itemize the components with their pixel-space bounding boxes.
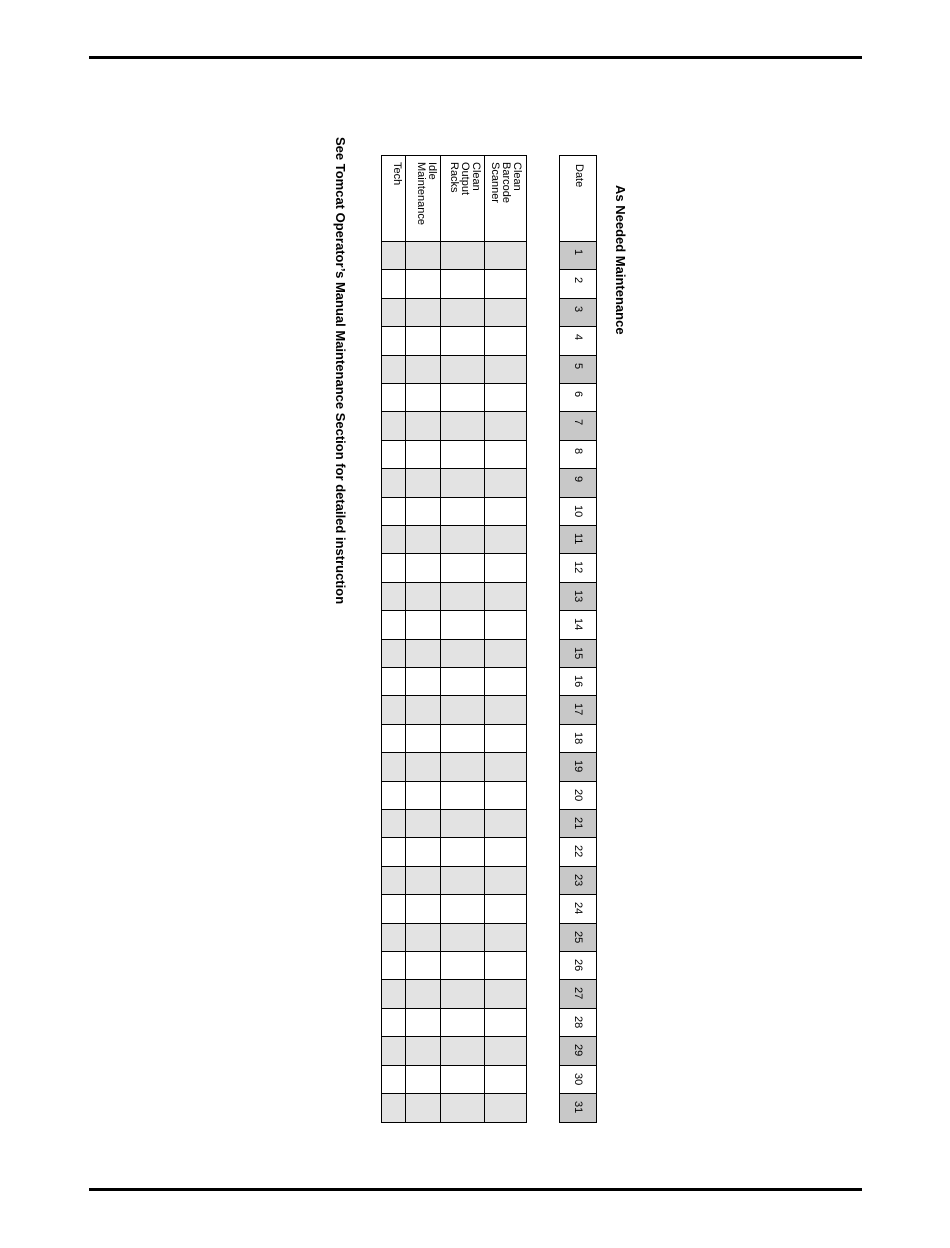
log-entry-cell[interactable] [485, 469, 526, 497]
log-entry-cell[interactable] [406, 327, 440, 355]
date-cell [560, 696, 596, 724]
log-entry-cell[interactable] [382, 924, 405, 952]
date-number: 10 [572, 504, 584, 517]
log-entry-cell[interactable] [485, 980, 526, 1008]
log-entry-cell[interactable] [382, 299, 405, 327]
column-header-label: Tech [391, 162, 403, 186]
date-number: 6 [572, 391, 584, 398]
log-entry-cell[interactable] [441, 753, 484, 781]
log-entry-cell[interactable] [382, 640, 405, 668]
log-entry-cell[interactable] [382, 554, 405, 582]
log-entry-cell[interactable] [441, 980, 484, 1008]
log-entry-cell[interactable] [485, 270, 526, 298]
log-entry-cell[interactable] [441, 1009, 484, 1037]
log-entry-cell[interactable] [441, 412, 484, 440]
date-number: 28 [572, 1015, 584, 1029]
log-entry-cell[interactable] [382, 753, 405, 781]
log-entry-cell[interactable] [406, 1094, 440, 1122]
log-entry-cell[interactable] [485, 299, 526, 327]
log-entry-cell[interactable] [441, 810, 484, 838]
log-entry-cell[interactable] [406, 299, 440, 327]
log-column [485, 156, 526, 1122]
log-entry-cell[interactable] [485, 782, 526, 810]
log-entry-cell[interactable] [485, 412, 526, 440]
log-column [406, 156, 441, 1122]
log-entry-cell[interactable] [406, 782, 440, 810]
date-cell [560, 356, 596, 384]
log-entry-cell[interactable] [406, 412, 440, 440]
date-cell [560, 1009, 596, 1037]
log-entry-cell[interactable] [382, 469, 405, 497]
log-entry-cell[interactable] [406, 441, 440, 469]
log-entry-cell[interactable] [406, 1009, 440, 1037]
date-number: 5 [572, 362, 584, 369]
date-cell [560, 810, 596, 838]
date-number: 16 [572, 675, 584, 688]
log-entry-cell[interactable] [406, 611, 440, 639]
log-column [382, 156, 406, 1122]
date-number: 4 [572, 334, 584, 341]
date-number: 22 [572, 845, 584, 858]
log-entry-cell[interactable] [485, 924, 526, 952]
log-entry-cell[interactable] [485, 583, 526, 611]
log-entry-cell[interactable] [485, 867, 526, 895]
log-entry-cell[interactable] [382, 384, 405, 412]
date-cell [560, 668, 596, 696]
log-entry-cell[interactable] [382, 242, 405, 270]
log-entry-cell[interactable] [382, 441, 405, 469]
log-entry-cell[interactable] [382, 412, 405, 440]
column-header-label: Clean Barcode Scanner [489, 162, 523, 203]
log-entry-cell[interactable] [441, 327, 484, 355]
date-cell [560, 412, 596, 440]
log-entry-cell[interactable] [406, 1037, 440, 1065]
log-entry-cell[interactable] [406, 270, 440, 298]
date-number: 23 [572, 873, 584, 887]
date-number: 29 [572, 1044, 584, 1057]
log-entry-cell[interactable] [441, 1094, 484, 1122]
date-cell [560, 498, 596, 526]
log-entry-cell[interactable] [406, 895, 440, 923]
log-entry-cell[interactable] [485, 554, 526, 582]
log-entry-cell[interactable] [406, 1066, 440, 1094]
log-entry-cell[interactable] [441, 782, 484, 810]
footnote: See Tomcat Operator’s Manual Maintenance Section for detailed instruction [333, 137, 348, 605]
date-number: 18 [572, 731, 584, 745]
log-entry-cell[interactable] [406, 469, 440, 497]
log-entry-cell[interactable] [406, 952, 440, 980]
log-entry-cell[interactable] [441, 356, 484, 384]
log-entry-cell[interactable] [382, 895, 405, 923]
date-number: 12 [572, 561, 584, 574]
date-cell [560, 526, 596, 554]
date-number: 21 [572, 817, 584, 830]
date-cell [560, 980, 596, 1008]
log-entry-cell[interactable] [382, 270, 405, 298]
date-cell [560, 384, 596, 412]
log-entry-cell[interactable] [485, 640, 526, 668]
log-entry-cell[interactable] [441, 270, 484, 298]
date-number: 13 [572, 589, 584, 603]
log-entry-cell[interactable] [485, 952, 526, 980]
log-entry-cell[interactable] [441, 895, 484, 923]
log-entry-cell[interactable] [441, 696, 484, 724]
date-cell [560, 1037, 596, 1065]
date-cell [560, 1094, 596, 1122]
log-entry-cell[interactable] [406, 640, 440, 668]
log-entry-cell[interactable] [406, 242, 440, 270]
log-column [441, 156, 485, 1122]
top-rule [89, 56, 862, 59]
log-entry-cell[interactable] [441, 554, 484, 582]
date-cell [560, 270, 596, 298]
date-cell [560, 242, 596, 270]
log-entry-cell[interactable] [406, 498, 440, 526]
date-cell [560, 1066, 596, 1094]
column-header [382, 156, 405, 242]
log-entry-cell[interactable] [485, 1094, 526, 1122]
log-entry-cell[interactable] [406, 810, 440, 838]
log-entry-cell[interactable] [441, 668, 484, 696]
log-entry-cell[interactable] [441, 498, 484, 526]
log-entry-cell[interactable] [485, 1066, 526, 1094]
date-cell [560, 952, 596, 980]
log-entry-cell[interactable] [485, 810, 526, 838]
date-number: 8 [572, 447, 584, 454]
log-entry-cell[interactable] [382, 867, 405, 895]
log-entry-cell[interactable] [441, 924, 484, 952]
date-cell [560, 725, 596, 753]
date-number: 25 [572, 930, 584, 943]
date-number: 14 [572, 618, 584, 631]
log-entry-cell[interactable] [441, 1066, 484, 1094]
bottom-rule [89, 1188, 862, 1191]
log-entry-cell[interactable] [382, 1094, 405, 1122]
date-cell [560, 327, 596, 355]
log-entry-cell[interactable] [441, 1037, 484, 1065]
log-entry-cell[interactable] [406, 725, 440, 753]
date-cell [560, 782, 596, 810]
date-cell [560, 895, 596, 923]
log-entry-cell[interactable] [441, 838, 484, 866]
date-number: 1 [572, 249, 584, 256]
log-entry-cell[interactable] [485, 242, 526, 270]
log-entry-cell[interactable] [406, 384, 440, 412]
column-header-label: Idle Maintenance [415, 162, 438, 225]
date-number: 31 [572, 1101, 584, 1114]
log-entry-cell[interactable] [485, 696, 526, 724]
date-number: 7 [572, 419, 584, 426]
log-entry-cell[interactable] [485, 753, 526, 781]
log-entry-cell[interactable] [485, 1009, 526, 1037]
date-cell [560, 753, 596, 781]
log-entry-cell[interactable] [382, 611, 405, 639]
column-header [406, 156, 440, 242]
date-number: 9 [572, 476, 584, 483]
log-entry-cell[interactable] [441, 299, 484, 327]
log-entry-cell[interactable] [406, 924, 440, 952]
log-entry-cell[interactable] [382, 498, 405, 526]
log-entry-cell[interactable] [382, 1066, 405, 1094]
log-entry-cell[interactable] [441, 526, 484, 554]
log-entry-cell[interactable] [485, 725, 526, 753]
log-entry-cell[interactable] [441, 611, 484, 639]
log-entry-cell[interactable] [382, 668, 405, 696]
log-entry-cell[interactable] [485, 526, 526, 554]
log-entry-cell[interactable] [485, 498, 526, 526]
log-entry-cell[interactable] [441, 952, 484, 980]
date-cell [560, 611, 596, 639]
log-entry-cell[interactable] [441, 469, 484, 497]
log-entry-cell[interactable] [406, 554, 440, 582]
log-entry-cell[interactable] [382, 782, 405, 810]
log-entry-cell[interactable] [382, 1037, 405, 1065]
date-number: 24 [572, 902, 584, 915]
log-entry-cell[interactable] [441, 441, 484, 469]
log-entry-cell[interactable] [382, 980, 405, 1008]
date-number: 20 [572, 788, 584, 801]
date-number: 27 [572, 987, 584, 1000]
log-entry-cell[interactable] [382, 1009, 405, 1037]
date-cell [560, 469, 596, 497]
date-number: 2 [572, 277, 584, 284]
date-number: 30 [572, 1072, 584, 1085]
maintenance-log-grid [381, 155, 527, 1123]
column-header [441, 156, 484, 242]
log-entry-cell[interactable] [406, 867, 440, 895]
log-entry-cell[interactable] [406, 668, 440, 696]
page-title: As Needed Maintenance [613, 185, 628, 335]
date-cell [560, 838, 596, 866]
log-entry-cell[interactable] [382, 696, 405, 724]
log-entry-cell[interactable] [485, 895, 526, 923]
log-entry-cell[interactable] [441, 583, 484, 611]
date-table [559, 155, 597, 1123]
log-entry-cell[interactable] [406, 696, 440, 724]
log-entry-cell[interactable] [485, 384, 526, 412]
log-entry-cell[interactable] [406, 583, 440, 611]
date-number: 17 [572, 703, 584, 716]
log-entry-cell[interactable] [406, 356, 440, 384]
log-entry-cell[interactable] [441, 725, 484, 753]
log-entry-cell[interactable] [441, 867, 484, 895]
date-cell [560, 441, 596, 469]
log-entry-cell[interactable] [485, 838, 526, 866]
date-cell [560, 299, 596, 327]
log-entry-cell[interactable] [406, 838, 440, 866]
column-header-label: Clean Output Racks [448, 162, 482, 196]
log-entry-cell[interactable] [382, 952, 405, 980]
log-entry-cell[interactable] [382, 725, 405, 753]
log-entry-cell[interactable] [406, 753, 440, 781]
date-cell [560, 583, 596, 611]
log-entry-cell[interactable] [382, 356, 405, 384]
log-entry-cell[interactable] [382, 810, 405, 838]
date-number: 3 [572, 305, 584, 312]
date-header-cell [560, 156, 596, 242]
log-entry-cell[interactable] [485, 668, 526, 696]
log-entry-cell[interactable] [485, 441, 526, 469]
date-number: 19 [572, 760, 584, 773]
log-entry-cell[interactable] [382, 327, 405, 355]
date-number: 11 [572, 533, 584, 545]
log-entry-cell[interactable] [382, 526, 405, 554]
log-entry-cell[interactable] [406, 980, 440, 1008]
log-entry-cell[interactable] [441, 242, 484, 270]
column-header [485, 156, 526, 242]
log-entry-cell[interactable] [441, 384, 484, 412]
date-number: 26 [572, 959, 584, 972]
log-entry-cell[interactable] [406, 526, 440, 554]
date-cell [560, 554, 596, 582]
log-entry-cell[interactable] [441, 640, 484, 668]
log-entry-cell[interactable] [485, 356, 526, 384]
log-entry-cell[interactable] [485, 327, 526, 355]
date-cell [560, 640, 596, 668]
date-number: 15 [572, 646, 584, 659]
log-entry-cell[interactable] [382, 838, 405, 866]
date-cell [560, 867, 596, 895]
log-entry-cell[interactable] [382, 583, 405, 611]
log-entry-cell[interactable] [485, 1037, 526, 1065]
log-entry-cell[interactable] [485, 611, 526, 639]
date-header-label: Date [573, 164, 585, 188]
date-cell [560, 924, 596, 952]
